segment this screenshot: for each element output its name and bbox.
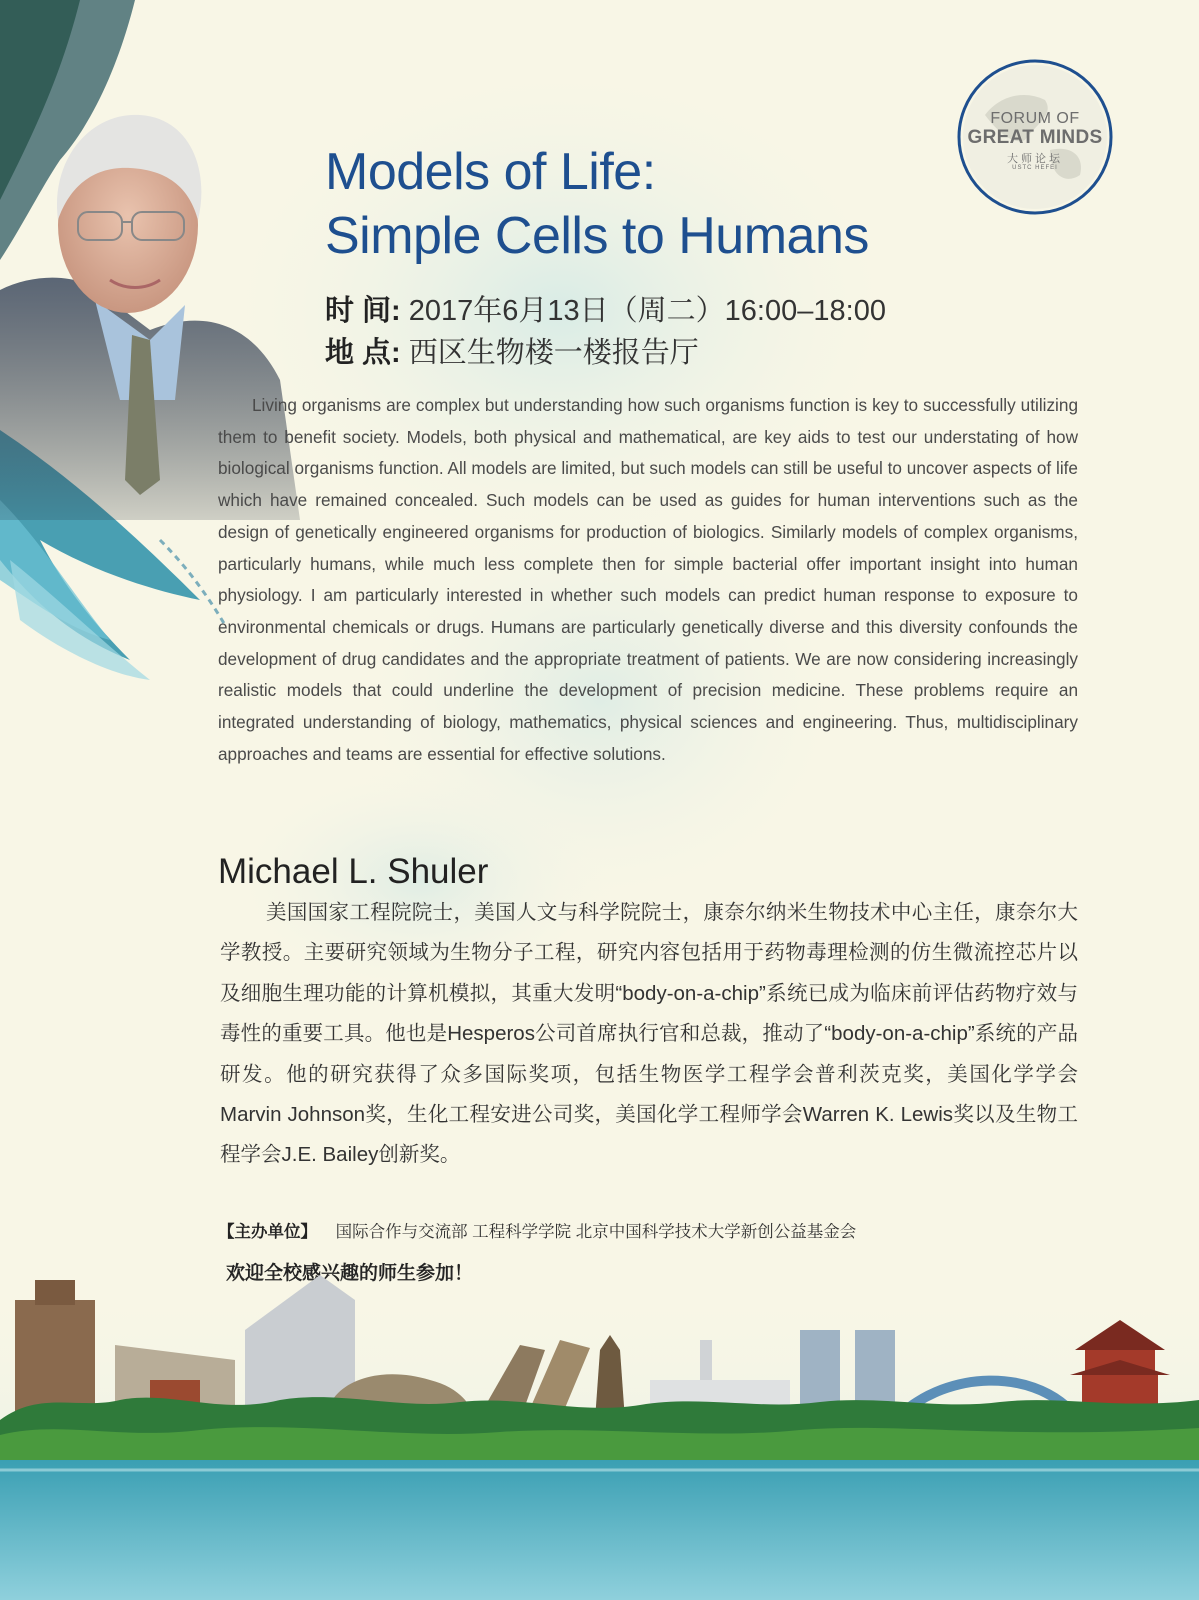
logo-line1: FORUM OF — [990, 110, 1080, 127]
time-row — [325, 290, 886, 332]
place-value: 西区生物楼一楼报告厅 — [408, 337, 699, 369]
title-line1: Models of Life: — [325, 143, 656, 201]
lecture-title — [325, 140, 965, 268]
time-label: 时 间: — [325, 295, 401, 327]
organizer-line — [218, 1218, 856, 1242]
logo-line4: USTC HEFEI — [1012, 165, 1058, 171]
forum-logo — [955, 55, 1115, 220]
time-value: 2017年6月13日（周二）16:00–18:00 — [408, 295, 886, 327]
campus-skyline-illustration — [0, 1270, 1199, 1600]
event-info — [325, 290, 886, 374]
place-row — [325, 332, 886, 374]
speaker-name: Michael L. Shuler — [218, 852, 489, 891]
logo-line2: GREAT MINDS — [967, 127, 1103, 148]
organizer-label: 【主办单位】 — [218, 1223, 317, 1241]
speaker-bio: 美国国家工程院院士，美国人文与科学院院士，康奈尔纳米生物技术中心主任，康奈尔大学教授。主要研究领域为生物分子工程，研究内容包括用于药物毒理检测的仿生微流控芯片以及细胞生理功能的计算机模拟，其重大发明“body-on-a-chip”系统已成为临床前评估药物疗效与毒性的重要工具。他也是Hesperos公司首席执行官和总裁，推动了“body-on-a-chip”系统的产品研发。他的研究获得了众多国际奖项，包括生物医学工程学会普利茨克奖，美国化学学会Marvin Johnson奖，生化工程安进公司奖，美国化学工程师学会Warren K. Lewis奖以及生物工程学会J.E. Bailey创新奖。 — [220, 901, 1078, 1167]
abstract-text: Living organisms are complex but understanding how such organisms function is key to successfully utilizing them to benefit society. Models, both physical and mathematical, are key aids to test our understating of how biological organisms function. All models are limited, but such models can still be useful to uncover aspects of life which have remained concealed. Such models can be used as guides for human interventions such as the design of genetically engineered organisms for production of biologics. Similarly models of complex organisms, particularly humans, while much less complete then for simple bacterial offer important insight into human physiology. I am particularly interested in whether such models can predict human response to exposure to environmental chemicals or drugs. Humans are particularly genetically diverse and this diversity confounds the development of drug candidates and the appropriate treatment of patients. We are now considering increasingly realistic models that could underline the development of precision medicine. These problems require an integrated understanding of biology, mathematics, physical sciences and engineering. Thus, multidisciplinary approaches and teams are essential for effective solutions. — [218, 395, 1078, 764]
place-label: 地 点: — [325, 337, 401, 369]
title-line2: Simple Cells to Humans — [325, 207, 869, 265]
logo-line3: 大师论坛 — [1007, 153, 1063, 165]
organizer-units: 国际合作与交流部 工程科学学院 北京中国科学技术大学新创公益基金会 — [335, 1223, 857, 1241]
